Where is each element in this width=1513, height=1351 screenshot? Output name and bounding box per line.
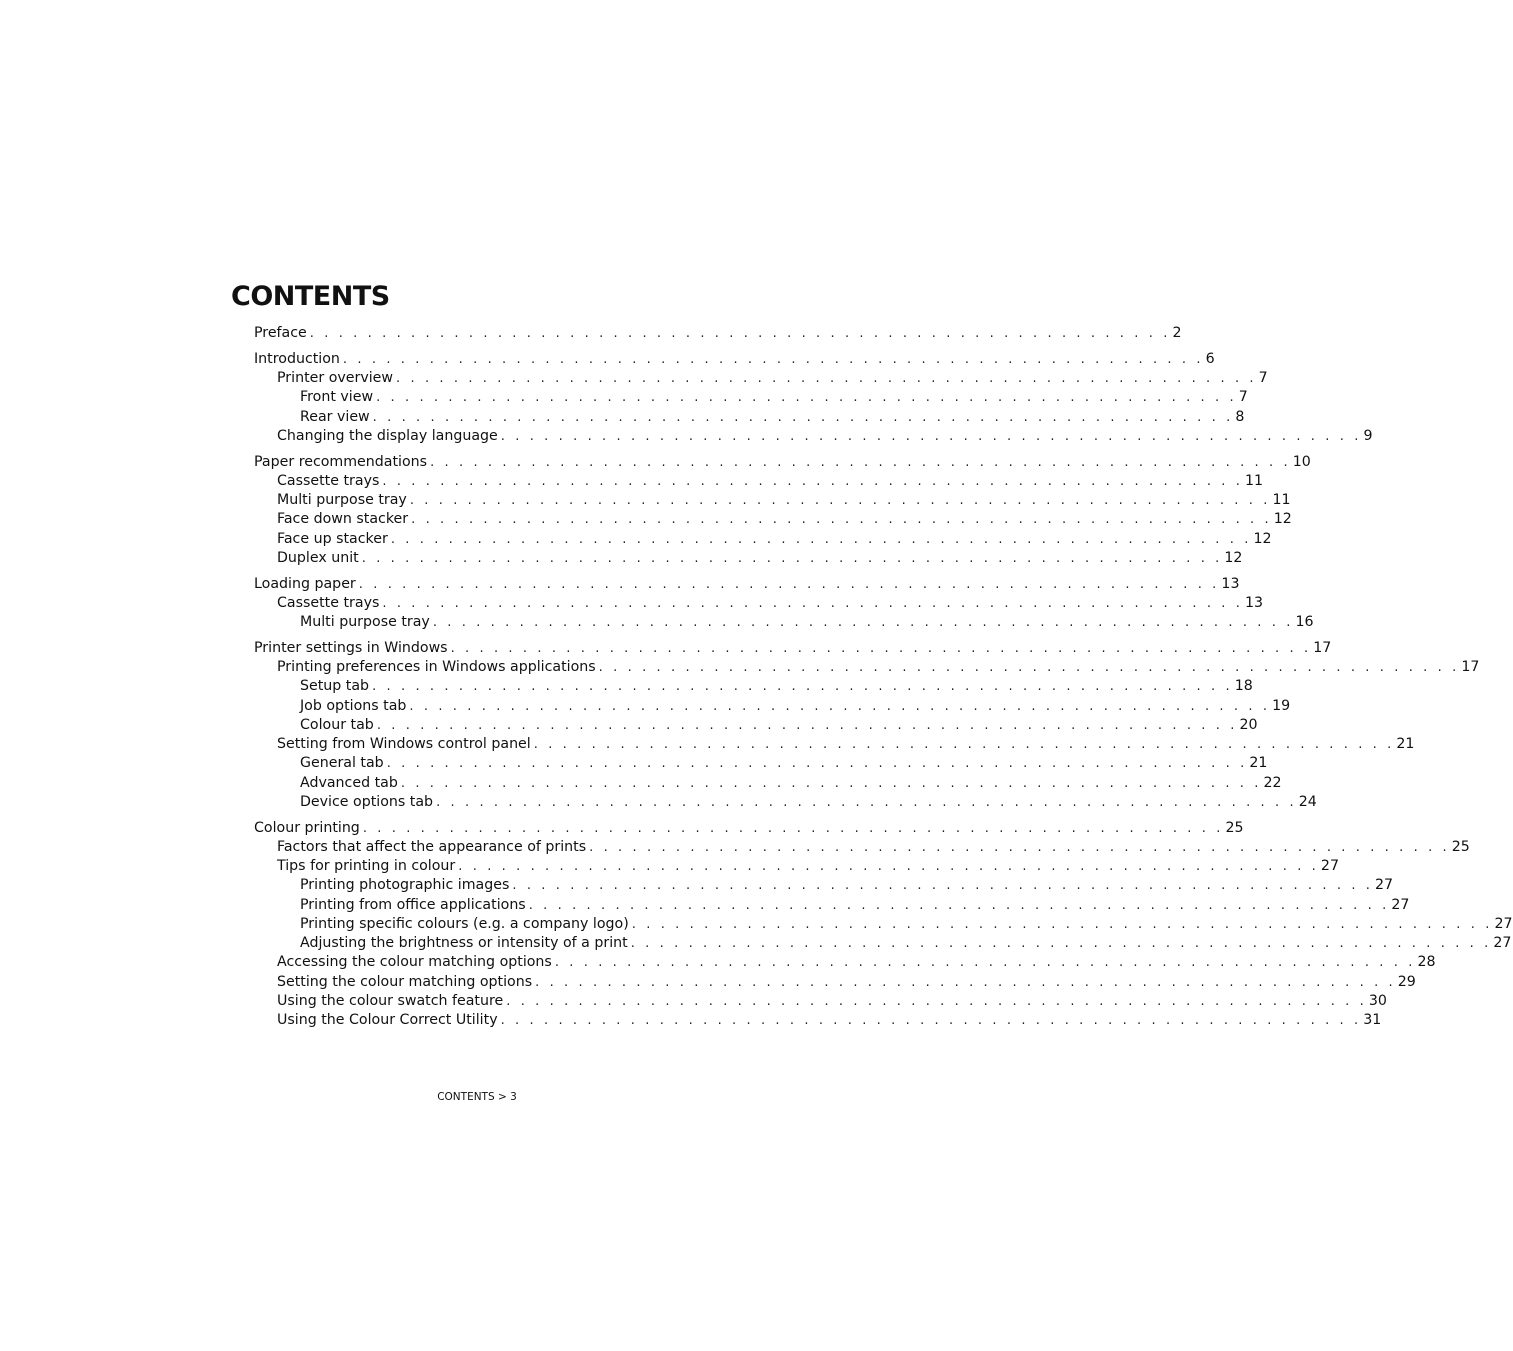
- dot-leader: . . . . . . . . . . . . . . . . . . . . . . . . . . . . . . . . . . . . . . . . . . . . . . . . . . . . . . . . . . . .: [386, 756, 1248, 772]
- toc-entry-label: Duplex unit: [277, 549, 359, 566]
- dot-leader: . . . . . . . . . . . . . . . . . . . . . . . . . . . . . . . . . . . . . . . . . . . . . . . . . . . . . . . . . . . .: [535, 974, 1396, 990]
- toc-entry-label: Colour tab: [300, 716, 374, 733]
- toc-entry-label: Printer settings in Windows: [254, 639, 448, 656]
- dot-leader: . . . . . . . . . . . . . . . . . . . . . . . . . . . . . . . . . . . . . . . . . . . . . . . . . . . . . . . . . . . .: [512, 878, 1374, 894]
- toc-entry-label: Setup tab: [300, 678, 370, 695]
- toc-entry-page: 25: [1451, 838, 1470, 855]
- toc-entry-page: 25: [1225, 819, 1244, 836]
- toc-entry-label: Changing the display language: [277, 427, 498, 444]
- toc-entry-label: Colour printing: [254, 819, 360, 836]
- dot-leader: . . . . . . . . . . . . . . . . . . . . . . . . . . . . . . . . . . . . . . . . . . . . . . . . . . . . . . . . . . . .: [589, 839, 1450, 855]
- toc-entry-label: Setting from Windows control panel: [277, 736, 531, 752]
- toc-entry-label: Device options tab: [300, 793, 434, 810]
- toc-entry-page: 9: [1363, 427, 1373, 444]
- toc-entry-label: Setting the colour matching options: [277, 973, 533, 990]
- toc-entry-page: 13: [1245, 594, 1264, 611]
- toc-entry-page: 12: [1253, 530, 1272, 547]
- toc-entry[interactable]: [254, 530, 1272, 549]
- toc-entry-label: Job options tab: [300, 697, 407, 714]
- toc-entry-page: 20: [1239, 716, 1258, 733]
- dot-leader: . . . . . . . . . . . . . . . . . . . . . . . . . . . . . . . . . . . . . . . . . . . . . . . . . . . . . . . . . . . .: [396, 371, 1257, 386]
- toc-entry-page: 30: [1368, 992, 1387, 1009]
- toc-section: [254, 350, 1373, 446]
- toc-entry-page: 17: [1313, 639, 1332, 656]
- toc-entry-label: Factors that affect the appearance of prints: [277, 838, 587, 855]
- toc-entry-label: Advanced tab: [300, 774, 398, 791]
- toc-entry[interactable]: [254, 369, 1268, 388]
- dot-leader: . . . . . . . . . . . . . . . . . . . . . . . . . . . . . . . . . . . . . . . . . . . . . . . . . . . . . . . . . . . .: [430, 454, 1291, 470]
- dot-leader: . . . . . . . . . . . . . . . . . . . . . . . . . . . . . . . . . . . . . . . . . . . . . . . . . . . . . . . . . . . .: [382, 595, 1244, 611]
- dot-leader: . . . . . . . . . . . . . . . . . . . . . . . . . . . . . . . . . . . . . . . . . . . . . . . . . . . . . . . . . . . .: [631, 916, 1493, 932]
- dot-leader: . . . . . . . . . . . . . . . . . . . . . . . . . . . . . . . . . . . . . . . . . . . . . . . . . . . . . . . . . . . .: [630, 936, 1492, 951]
- dot-leader: . . . . . . . . . . . . . . . . . . . . . . . . . . . . . . . . . . . . . . . . . . . . . . . . . . . . . . . . . . . .: [450, 640, 1312, 656]
- toc-entry[interactable]: [254, 793, 1317, 812]
- toc-entry-label: Cassette trays: [277, 472, 380, 489]
- toc-entry-page: 13: [1221, 575, 1240, 592]
- toc-entry[interactable]: [254, 549, 1243, 568]
- toc-entry-label: Printing from office applications: [300, 896, 526, 913]
- toc-entry-page: 27: [1320, 858, 1339, 874]
- toc-entry-page: 21: [1396, 736, 1415, 752]
- toc-entry[interactable]: [254, 453, 1311, 472]
- dot-leader: . . . . . . . . . . . . . . . . . . . . . . . . . . . . . . . . . . . . . . . . . . . . . . . . . . . . . . . . . . . .: [309, 326, 1171, 341]
- toc-entry-label: Introduction: [254, 350, 340, 367]
- toc-entry[interactable]: [254, 716, 1258, 735]
- dot-leader: . . . . . . . . . . . . . . . . . . . . . . . . . . . . . . . . . . . . . . . . . . . . . . . . . . . . . . . . . . . .: [409, 698, 1271, 714]
- toc-entry[interactable]: [254, 639, 1332, 658]
- toc-entry[interactable]: [254, 915, 1513, 934]
- toc-entry-page: 2: [1172, 325, 1182, 341]
- dot-leader: . . . . . . . . . . . . . . . . . . . . . . . . . . . . . . . . . . . . . . . . . . . . . . . . . . . . . . . . . . . .: [409, 493, 1271, 508]
- toc-entry[interactable]: [254, 472, 1264, 491]
- toc-entry-label: Printing preferences in Windows applications: [277, 659, 596, 675]
- dot-leader: . . . . . . . . . . . . . . . . . . . . . . . . . . . . . . . . . . . . . . . . . . . . . . . . . . . . . . . . . . . .: [533, 737, 1395, 752]
- dot-leader: . . . . . . . . . . . . . . . . . . . . . . . . . . . . . . . . . . . . . . . . . . . . . . . . . . . . . . . . . . . .: [361, 550, 1223, 566]
- dot-leader: . . . . . . . . . . . . . . . . . . . . . . . . . . . . . . . . . . . . . . . . . . . . . . . . . . . . . . . . . . . .: [411, 512, 1272, 528]
- toc-entry[interactable]: [254, 953, 1436, 972]
- page-footer: CONTENTS > 3: [437, 1091, 517, 1103]
- toc-entry-page: 24: [1298, 793, 1317, 810]
- toc-entry-label: Rear view: [300, 408, 370, 425]
- toc-entry[interactable]: [254, 324, 1182, 343]
- toc-entry-page: 29: [1397, 973, 1416, 990]
- toc-entry[interactable]: [254, 838, 1470, 857]
- toc-entry[interactable]: [254, 857, 1339, 876]
- dot-leader: . . . . . . . . . . . . . . . . . . . . . . . . . . . . . . . . . . . . . . . . . . . . . . . . . . . . . . . . . . . .: [500, 1013, 1362, 1028]
- toc-entry-page: 27: [1493, 935, 1512, 951]
- toc-entry-label: General tab: [300, 755, 384, 772]
- toc-entry[interactable]: [254, 510, 1292, 529]
- toc-entry[interactable]: [254, 427, 1373, 446]
- dot-leader: . . . . . . . . . . . . . . . . . . . . . . . . . . . . . . . . . . . . . . . . . . . . . . . . . . . . . . . . . . . .: [382, 473, 1244, 489]
- dot-leader: . . . . . . . . . . . . . . . . . . . . . . . . . . . . . . . . . . . . . . . . . . . . . . . . . . . . . . . . . . . .: [436, 794, 1297, 810]
- toc-entry-page: 27: [1391, 896, 1410, 913]
- dot-leader: . . . . . . . . . . . . . . . . . . . . . . . . . . . . . . . . . . . . . . . . . . . . . . . . . . . . . . . . . . . .: [342, 351, 1204, 367]
- toc-entry-label: Cassette trays: [277, 594, 380, 611]
- dot-leader: . . . . . . . . . . . . . . . . . . . . . . . . . . . . . . . . . . . . . . . . . . . . . . . . . . . . . . . . . . . .: [376, 390, 1237, 406]
- toc-entry-page: 12: [1224, 549, 1243, 566]
- toc-entry-label: Multi purpose tray: [277, 492, 407, 508]
- toc-entry[interactable]: [254, 658, 1480, 677]
- page-title: CONTENTS: [231, 281, 390, 312]
- toc-entry-label: Multi purpose tray: [300, 614, 430, 630]
- dot-leader: . . . . . . . . . . . . . . . . . . . . . . . . . . . . . . . . . . . . . . . . . . . . . . . . . . . . . . . . . . . .: [358, 576, 1220, 592]
- dot-leader: . . . . . . . . . . . . . . . . . . . . . . . . . . . . . . . . . . . . . . . . . . . . . . . . . . . . . . . . . . . .: [506, 993, 1367, 1009]
- toc-entry[interactable]: [254, 1011, 1382, 1030]
- dot-leader: . . . . . . . . . . . . . . . . . . . . . . . . . . . . . . . . . . . . . . . . . . . . . . . . . . . . . . . . . . . .: [554, 955, 1416, 971]
- toc-entry[interactable]: [254, 594, 1264, 613]
- dot-leader: . . . . . . . . . . . . . . . . . . . . . . . . . . . . . . . . . . . . . . . . . . . . . . . . . . . . . . . . . . . .: [528, 897, 1390, 913]
- toc-entry-page: 6: [1205, 350, 1215, 367]
- toc-entry-label: Preface: [254, 325, 307, 341]
- toc-entry-page: 7: [1238, 389, 1248, 406]
- dot-leader: . . . . . . . . . . . . . . . . . . . . . . . . . . . . . . . . . . . . . . . . . . . . . . . . . . . . . . . . . . . .: [432, 615, 1294, 630]
- toc-entry-page: 11: [1245, 472, 1264, 489]
- table-of-contents: [254, 324, 1513, 1037]
- toc-entry-label: Loading paper: [254, 575, 356, 592]
- toc-entry[interactable]: [254, 819, 1244, 838]
- toc-entry-page: 21: [1249, 755, 1268, 772]
- toc-entry-page: 28: [1417, 954, 1436, 971]
- dot-leader: . . . . . . . . . . . . . . . . . . . . . . . . . . . . . . . . . . . . . . . . . . . . . . . . . . . . . . . . . . . .: [376, 717, 1238, 733]
- toc-entry-page: 11: [1272, 492, 1291, 508]
- toc-entry-page: 17: [1461, 659, 1480, 675]
- dot-leader: . . . . . . . . . . . . . . . . . . . . . . . . . . . . . . . . . . . . . . . . . . . . . . . . . . . . . . . . . . . .: [390, 531, 1252, 547]
- toc-entry-page: 27: [1375, 877, 1394, 894]
- toc-entry-label: Adjusting the brightness or intensity of a print: [300, 935, 628, 951]
- toc-entry[interactable]: [254, 754, 1268, 773]
- toc-section: [254, 819, 1513, 1031]
- toc-entry[interactable]: [254, 934, 1512, 953]
- dot-leader: . . . . . . . . . . . . . . . . . . . . . . . . . . . . . . . . . . . . . . . . . . . . . . . . . . . . . . . . . . . .: [372, 409, 1234, 425]
- toc-entry[interactable]: [254, 491, 1291, 510]
- toc-entry-label: Printing photographic images: [300, 877, 510, 894]
- toc-entry[interactable]: [254, 896, 1410, 915]
- toc-entry[interactable]: [254, 677, 1253, 696]
- toc-entry-label: Using the Colour Correct Utility: [277, 1012, 498, 1028]
- toc-entry-page: 12: [1273, 511, 1292, 528]
- toc-entry-page: 27: [1494, 915, 1513, 932]
- toc-entry-page: 7: [1258, 370, 1268, 386]
- toc-entry[interactable]: [254, 735, 1415, 754]
- toc-entry[interactable]: [254, 408, 1245, 427]
- dot-leader: . . . . . . . . . . . . . . . . . . . . . . . . . . . . . . . . . . . . . . . . . . . . . . . . . . . . . . . . . . . .: [372, 679, 1233, 695]
- toc-section: [254, 639, 1480, 812]
- toc-entry-label: Face down stacker: [277, 511, 409, 528]
- dot-leader: . . . . . . . . . . . . . . . . . . . . . . . . . . . . . . . . . . . . . . . . . . . . . . . . . . . . . . . . . . . .: [362, 820, 1224, 836]
- toc-entry[interactable]: [254, 697, 1291, 716]
- toc-entry-label: Face up stacker: [277, 530, 388, 547]
- toc-entry[interactable]: [254, 575, 1240, 594]
- toc-entry-page: 8: [1235, 408, 1245, 425]
- toc-entry-label: Paper recommendations: [254, 453, 428, 470]
- toc-section: [254, 575, 1314, 633]
- toc-entry-page: 31: [1363, 1012, 1382, 1028]
- toc-entry[interactable]: [254, 350, 1215, 369]
- toc-entry-label: Printing specific colours (e.g. a company logo): [300, 915, 629, 932]
- toc-entry-label: Using the colour swatch feature: [277, 992, 504, 1009]
- toc-entry-page: 10: [1292, 453, 1311, 470]
- dot-leader: . . . . . . . . . . . . . . . . . . . . . . . . . . . . . . . . . . . . . . . . . . . . . . . . . . . . . . . . . . . .: [500, 428, 1362, 444]
- toc-entry[interactable]: [254, 973, 1416, 992]
- dot-leader: . . . . . . . . . . . . . . . . . . . . . . . . . . . . . . . . . . . . . . . . . . . . . . . . . . . . . . . . . . . .: [400, 775, 1262, 791]
- dot-leader: . . . . . . . . . . . . . . . . . . . . . . . . . . . . . . . . . . . . . . . . . . . . . . . . . . . . . . . . . . . .: [458, 859, 1319, 874]
- toc-entry[interactable]: [254, 774, 1282, 793]
- dot-leader: . . . . . . . . . . . . . . . . . . . . . . . . . . . . . . . . . . . . . . . . . . . . . . . . . . . . . . . . . . . .: [598, 660, 1460, 675]
- toc-entry[interactable]: [254, 876, 1394, 895]
- toc-entry-page: 22: [1263, 774, 1282, 791]
- toc-entry-page: 16: [1295, 614, 1314, 630]
- toc-entry-page: 19: [1272, 697, 1291, 714]
- toc-entry-label: Printer overview: [277, 370, 394, 386]
- toc-entry-page: 18: [1234, 678, 1253, 695]
- toc-entry[interactable]: [254, 388, 1248, 407]
- toc-entry-label: Accessing the colour matching options: [277, 954, 552, 971]
- toc-entry-label: Tips for printing in colour: [277, 858, 456, 874]
- toc-entry-label: Front view: [300, 389, 374, 406]
- toc-section: [254, 324, 1182, 343]
- toc-entry[interactable]: [254, 613, 1314, 632]
- toc-entry[interactable]: [254, 992, 1387, 1011]
- toc-section: [254, 453, 1311, 569]
